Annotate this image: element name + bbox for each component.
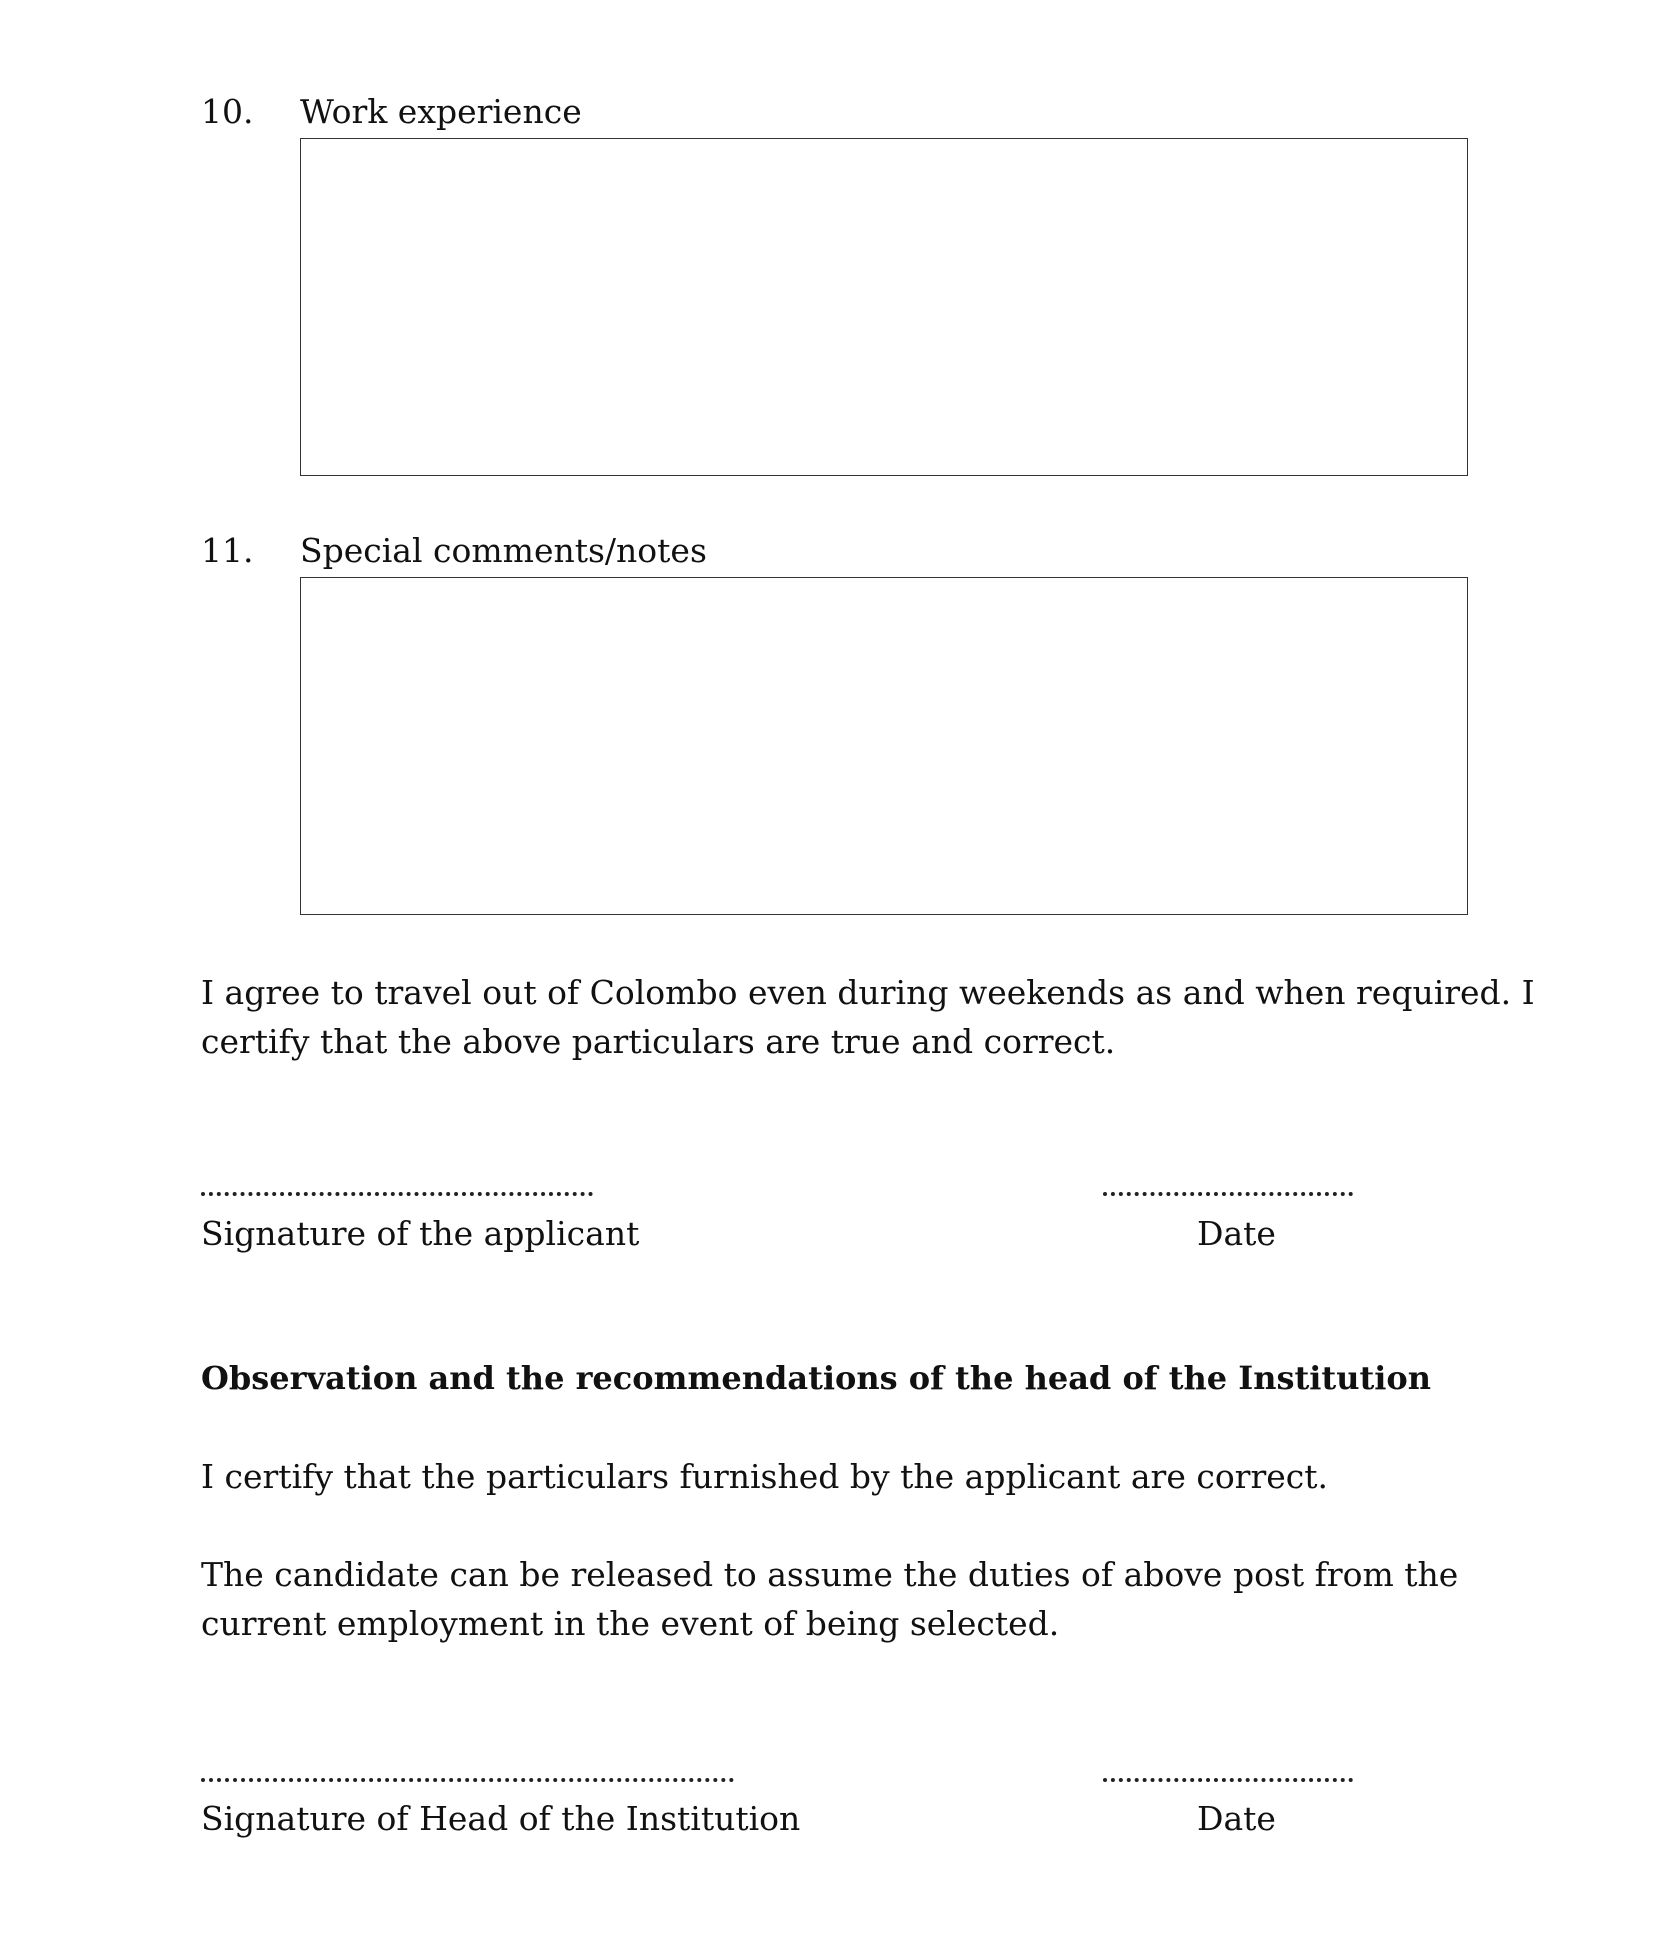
head-section-title: Observation and the recommendations of the head of the Institution <box>201 1359 1432 1397</box>
applicant-date-line[interactable] <box>1103 1192 1353 1196</box>
head-date-label: Date <box>1197 1799 1276 1838</box>
section-number-special-comments: 11. <box>201 531 254 570</box>
section-label-special-comments: Special comments/notes <box>300 531 707 570</box>
applicant-date-label: Date <box>1197 1214 1276 1253</box>
section-label-work-experience: Work experience <box>300 92 582 131</box>
section-number-work-experience: 10. <box>201 92 254 131</box>
declaration-line-1: I agree to travel out of Colombo even during weekends as and when required. I <box>201 973 1535 1012</box>
head-signature-label: Signature of Head of the Institution <box>201 1799 801 1838</box>
head-certify-text: I certify that the particulars furnished by the applicant are correct. <box>201 1457 1328 1496</box>
applicant-signature-label: Signature of the applicant <box>201 1214 640 1253</box>
special-comments-field[interactable] <box>300 577 1468 915</box>
release-line-2: current employment in the event of being selected. <box>201 1604 1060 1643</box>
work-experience-field[interactable] <box>300 138 1468 476</box>
head-date-line[interactable] <box>1103 1778 1353 1782</box>
head-signature-line[interactable] <box>201 1778 734 1782</box>
release-line-1: The candidate can be released to assume the duties of above post from the <box>201 1555 1459 1594</box>
applicant-signature-line[interactable] <box>201 1192 593 1196</box>
declaration-line-2: certify that the above particulars are true and correct. <box>201 1022 1116 1061</box>
